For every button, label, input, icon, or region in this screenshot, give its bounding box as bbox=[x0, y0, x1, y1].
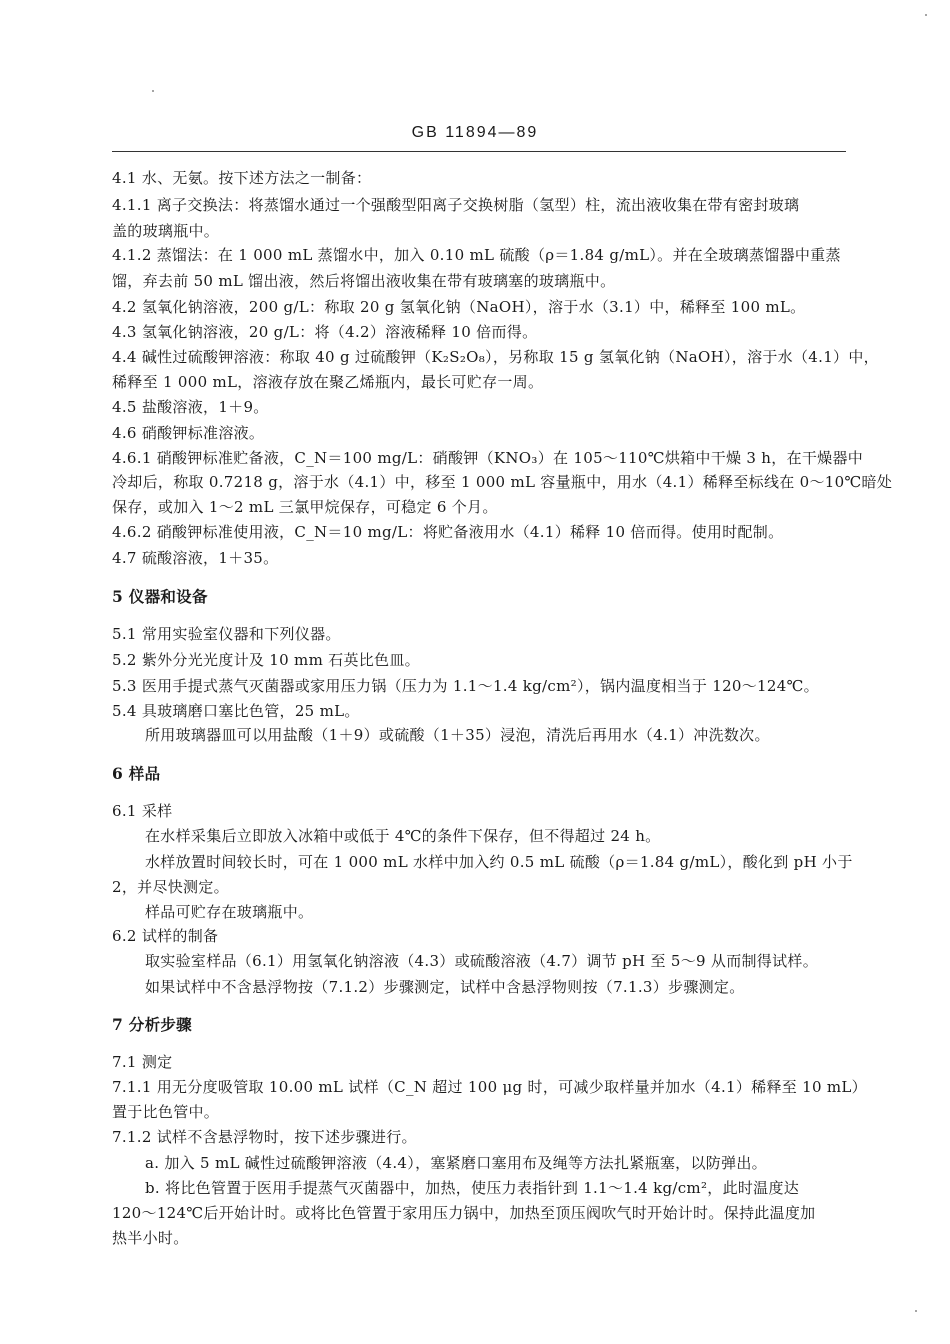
clause-6-2: 6.2 试样的制备 bbox=[112, 927, 219, 945]
clause-6-1-text3: 样品可贮存在玻璃瓶中。 bbox=[145, 903, 314, 921]
clause-5-4: 5.4 具玻璃磨口塞比色管，25 mL。 bbox=[112, 702, 360, 720]
scan-speck bbox=[152, 90, 154, 92]
clause-7-1-2-b: b. 将比色管置于医用手提蒸气灭菌器中，加热，使压力表指针到 1.1～1.4 kg/cm²，此时温度达 bbox=[145, 1179, 800, 1197]
clause-4-5: 4.5 盐酸溶液，1＋9。 bbox=[112, 398, 269, 416]
scan-speck bbox=[915, 1310, 917, 1312]
standard-header: GB 11894—89 bbox=[411, 124, 539, 141]
scan-speck bbox=[925, 14, 927, 16]
clause-4-2: 4.2 氢氧化钠溶液，200 g/L：称取 20 g 氢氧化钠（NaOH），溶于水（3.1）中，稀释至 100 mL。 bbox=[112, 298, 806, 316]
clause-4-1-2: 4.1.2 蒸馏法：在 1 000 mL 蒸馏水中，加入 0.10 mL 硫酸（ρ＝1.84 g/mL）。并在全玻璃蒸馏器中重蒸 bbox=[112, 246, 841, 264]
clause-4-6-1: 4.6.1 硝酸钾标准贮备液，C_N＝100 mg/L：硝酸钾（KNO₃）在 105～110℃烘箱中干燥 3 h，在干燥器中 bbox=[112, 449, 864, 467]
clause-5-4-note: 所用玻璃器皿可以用盐酸（1＋9）或硫酸（1＋35）浸泡，清洗后再用水（4.1）冲洗数次。 bbox=[145, 726, 770, 744]
clause-7-1-1-cont: 置于比色管中。 bbox=[112, 1103, 220, 1121]
clause-4-6-1-cont2: 保存，或加入 1～2 mL 三氯甲烷保存，可稳定 6 个月。 bbox=[112, 498, 498, 516]
clause-4-7: 4.7 硫酸溶液，1＋35。 bbox=[112, 549, 279, 567]
clause-4-1-2-cont: 馏，弃去前 50 mL 馏出液，然后将馏出液收集在带有玻璃塞的玻璃瓶中。 bbox=[112, 272, 616, 290]
clause-7-1-2-b-cont2: 热半小时。 bbox=[112, 1229, 189, 1247]
clause-6-2-text2: 如果试样中不含悬浮物按（7.1.2）步骤测定，试样中含悬浮物则按（7.1.3）步骤测定。 bbox=[145, 978, 745, 996]
clause-4-4: 4.4 碱性过硫酸钾溶液：称取 40 g 过硫酸钾（K₂S₂O₈），另称取 15 g 氢氧化钠（NaOH），溶于水（4.1）中， bbox=[112, 348, 879, 366]
clause-4-3: 4.3 氢氧化钠溶液，20 g/L：将（4.2）溶液稀释 10 倍而得。 bbox=[112, 323, 538, 341]
clause-4-1: 4.1 水、无氨。按下述方法之一制备： bbox=[112, 169, 372, 187]
clause-6-1-text2-cont: 2，并尽快测定。 bbox=[112, 878, 229, 896]
clause-4-1-1-cont: 盖的玻璃瓶中。 bbox=[112, 222, 220, 240]
clause-5-1: 5.1 常用实验室仪器和下列仪器。 bbox=[112, 625, 341, 643]
section-5-heading: 5 仪器和设备 bbox=[112, 587, 208, 606]
clause-4-6-1-cont: 冷却后，称取 0.7218 g，溶于水（4.1）中，移至 1 000 mL 容量瓶中，用水（4.1）稀释至标线在 0～10℃暗处 bbox=[112, 473, 893, 491]
clause-5-2: 5.2 紫外分光光度计及 10 mm 石英比色皿。 bbox=[112, 651, 420, 669]
section-7-heading: 7 分析步骤 bbox=[112, 1015, 192, 1034]
clause-5-3: 5.3 医用手提式蒸气灭菌器或家用压力锅（压力为 1.1～1.4 kg/cm²），锅内温度相当于 120～124℃。 bbox=[112, 677, 819, 695]
clause-7-1-1: 7.1.1 用无分度吸管取 10.00 mL 试样（C_N 超过 100 μg 时，可减少取样量并加水（4.1）稀释至 10 mL） bbox=[112, 1078, 867, 1096]
clause-7-1-2-a: a. 加入 5 mL 碱性过硫酸钾溶液（4.4），塞紧磨口塞用布及绳等方法扎紧瓶塞，以防弹出。 bbox=[145, 1154, 767, 1172]
section-6-heading: 6 样品 bbox=[112, 764, 161, 783]
clause-4-6: 4.6 硝酸钾标准溶液。 bbox=[112, 424, 265, 442]
clause-6-2-text1: 取实验室样品（6.1）用氢氧化钠溶液（4.3）或硫酸溶液（4.7）调节 pH 至 5～9 从而制得试样。 bbox=[145, 952, 819, 970]
clause-6-1-text2: 水样放置时间较长时，可在 1 000 mL 水样中加入约 0.5 mL 硫酸（ρ＝1.84 g/mL），酸化到 pH 小于 bbox=[145, 853, 853, 871]
clause-7-1: 7.1 测定 bbox=[112, 1053, 173, 1071]
header-rule bbox=[112, 151, 846, 152]
clause-4-6-2: 4.6.2 硝酸钾标准使用液，C_N＝10 mg/L：将贮备液用水（4.1）稀释 10 倍而得。使用时配制。 bbox=[112, 523, 784, 541]
clause-7-1-2: 7.1.2 试样不含悬浮物时，按下述步骤进行。 bbox=[112, 1128, 417, 1146]
clause-6-1-text1: 在水样采集后立即放入冰箱中或低于 4℃的条件下保存，但不得超过 24 h。 bbox=[145, 827, 661, 845]
clause-4-1-1: 4.1.1 离子交换法：将蒸馏水通过一个强酸型阳离子交换树脂（氢型）柱，流出液收集在带有密封玻璃 bbox=[112, 196, 800, 214]
clause-6-1: 6.1 采样 bbox=[112, 802, 173, 820]
clause-4-4-cont: 稀释至 1 000 mL，溶液存放在聚乙烯瓶内，最长可贮存一周。 bbox=[112, 373, 544, 391]
clause-7-1-2-b-cont: 120～124℃后开始计时。或将比色管置于家用压力锅中，加热至顶压阀吹气时开始计时。保持此温度加 bbox=[112, 1204, 816, 1222]
